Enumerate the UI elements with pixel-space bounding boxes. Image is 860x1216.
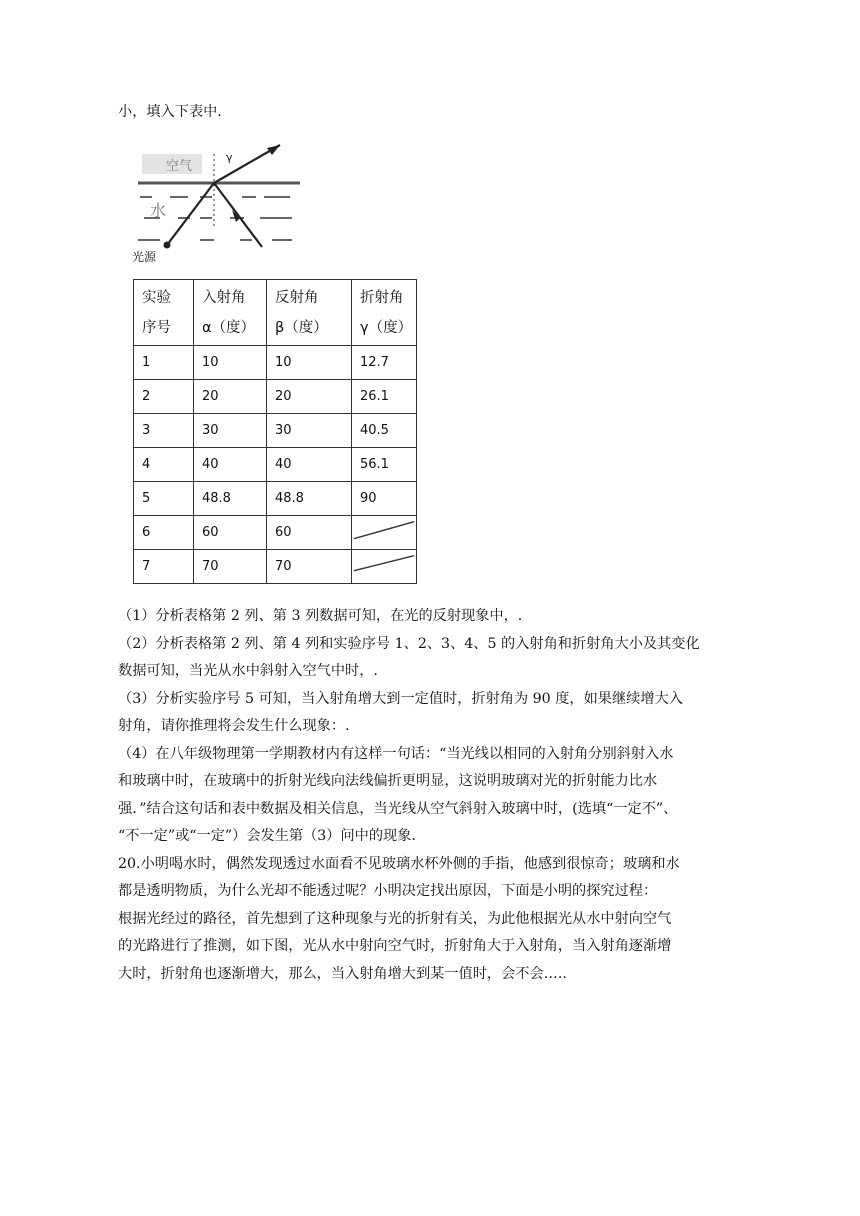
problem-20-line-3: 根据光经过的路径，首先想到了这种现象与光的折射有关，为此他根据光从水中射向空气 [118, 910, 672, 927]
cell-incident: 48.8 [194, 482, 267, 516]
cell-reflection: 60 [267, 516, 352, 550]
table-header-row [134, 280, 417, 346]
question-2-line-1: （2）分析表格第 2 列、第 4 列和实验序号 1、2、3、4、5 的入射角和折射角大小及其变化 [118, 635, 700, 652]
cell-refraction: 12.7 [352, 346, 417, 380]
cell-no: 3 [134, 414, 194, 448]
cell-incident: 20 [194, 380, 267, 414]
cell-refraction: 26.1 [352, 380, 417, 414]
table-row [134, 448, 417, 482]
label-gamma: γ [226, 151, 233, 164]
table-row [134, 516, 417, 550]
cell-reflection: 20 [267, 380, 352, 414]
cell-no: 2 [134, 380, 194, 414]
table-row [134, 380, 417, 414]
problem-20-line-4: 的光路进行了推测，如下图，光从水中射向空气时，折射角大于入射角，当入射角逐渐增 [118, 938, 672, 954]
table-row [134, 482, 417, 516]
cell-incident: 60 [194, 516, 267, 550]
cell-refraction-slashed [352, 550, 417, 584]
problem-20-line-1: 20.小明喝水时，偶然发现透过水面看不见玻璃水杯外侧的手指，他感到很惊奇；玻璃和水 [118, 855, 680, 872]
cell-no: 1 [134, 346, 194, 380]
question-2-line-2: 数据可知，当光从水中斜射入空气中时，. [118, 663, 378, 679]
label-source: 光源 [132, 250, 157, 264]
table-row [134, 414, 417, 448]
header-cell-reflection: 反射角 β（度） [267, 280, 352, 346]
question-4-line-4: “不一定”或“一定”）会发生第（3）问中的现象． [118, 828, 426, 844]
cell-incident: 30 [194, 414, 267, 448]
cell-no: 6 [134, 516, 194, 550]
problem-20-line-5: 大时，折射角也逐渐增大，那么，当入射角增大到某一值时，会不会….. [118, 965, 567, 982]
cell-no: 4 [134, 448, 194, 482]
cell-incident: 40 [194, 448, 267, 482]
table-row [134, 346, 417, 380]
header-cell-incident: 入射角 α（度） [194, 280, 267, 346]
questions-block [118, 603, 748, 988]
cell-reflection: 10 [267, 346, 352, 380]
cell-incident: 10 [194, 346, 267, 380]
problem-20-line-2: 都是透明物质，为什么光却不能透过呢？小明决定找出原因，下面是小明的探究过程： [118, 883, 658, 899]
question-1: （1）分析表格第 2 列、第 3 列数据可知，在光的反射现象中，. [118, 608, 523, 624]
cell-refraction: 56.1 [352, 448, 417, 482]
cell-refraction: 90 [352, 482, 417, 516]
cell-reflection: 30 [267, 414, 352, 448]
intro-line: 小，填入下表中． [118, 104, 232, 120]
refraction-diagram [130, 140, 300, 265]
cell-reflection: 40 [267, 448, 352, 482]
question-4-line-2: 和玻璃中时，在玻璃中的折射光线向法线偏折更明显，这说明玻璃对光的折射能力比水 [118, 773, 658, 789]
header-cell-no: 实验 序号 [134, 280, 194, 346]
label-water: 水 [150, 201, 167, 220]
question-4-line-1: （4）在八年级物理第一学期教材内有这样一句话：“当光线以相同的入射角分别斜射入水 [118, 745, 674, 762]
experiment-table [133, 279, 417, 584]
label-air: 空气 [166, 159, 193, 174]
question-4-line-3: 强．”结合这句话和表中数据及相关信息，当光线从空气斜射入玻璃中时，(选填“一定不”、 [118, 800, 678, 817]
cell-no: 5 [134, 482, 194, 516]
table-row [134, 550, 417, 584]
question-3-line-1: （3）分析实验序号 5 可知，当入射角增大到一定值时，折射角为 90 度，如果继续增大入 [118, 690, 683, 707]
question-3-line-2: 射角，请你推理将会发生什么现象：. [118, 718, 350, 734]
cell-reflection: 70 [267, 550, 352, 584]
cell-refraction: 40.5 [352, 414, 417, 448]
cell-no: 7 [134, 550, 194, 584]
cell-incident: 70 [194, 550, 267, 584]
header-cell-refraction: 折射角 γ（度） [352, 280, 417, 346]
cell-refraction-slashed [352, 516, 417, 550]
cell-reflection: 48.8 [267, 482, 352, 516]
